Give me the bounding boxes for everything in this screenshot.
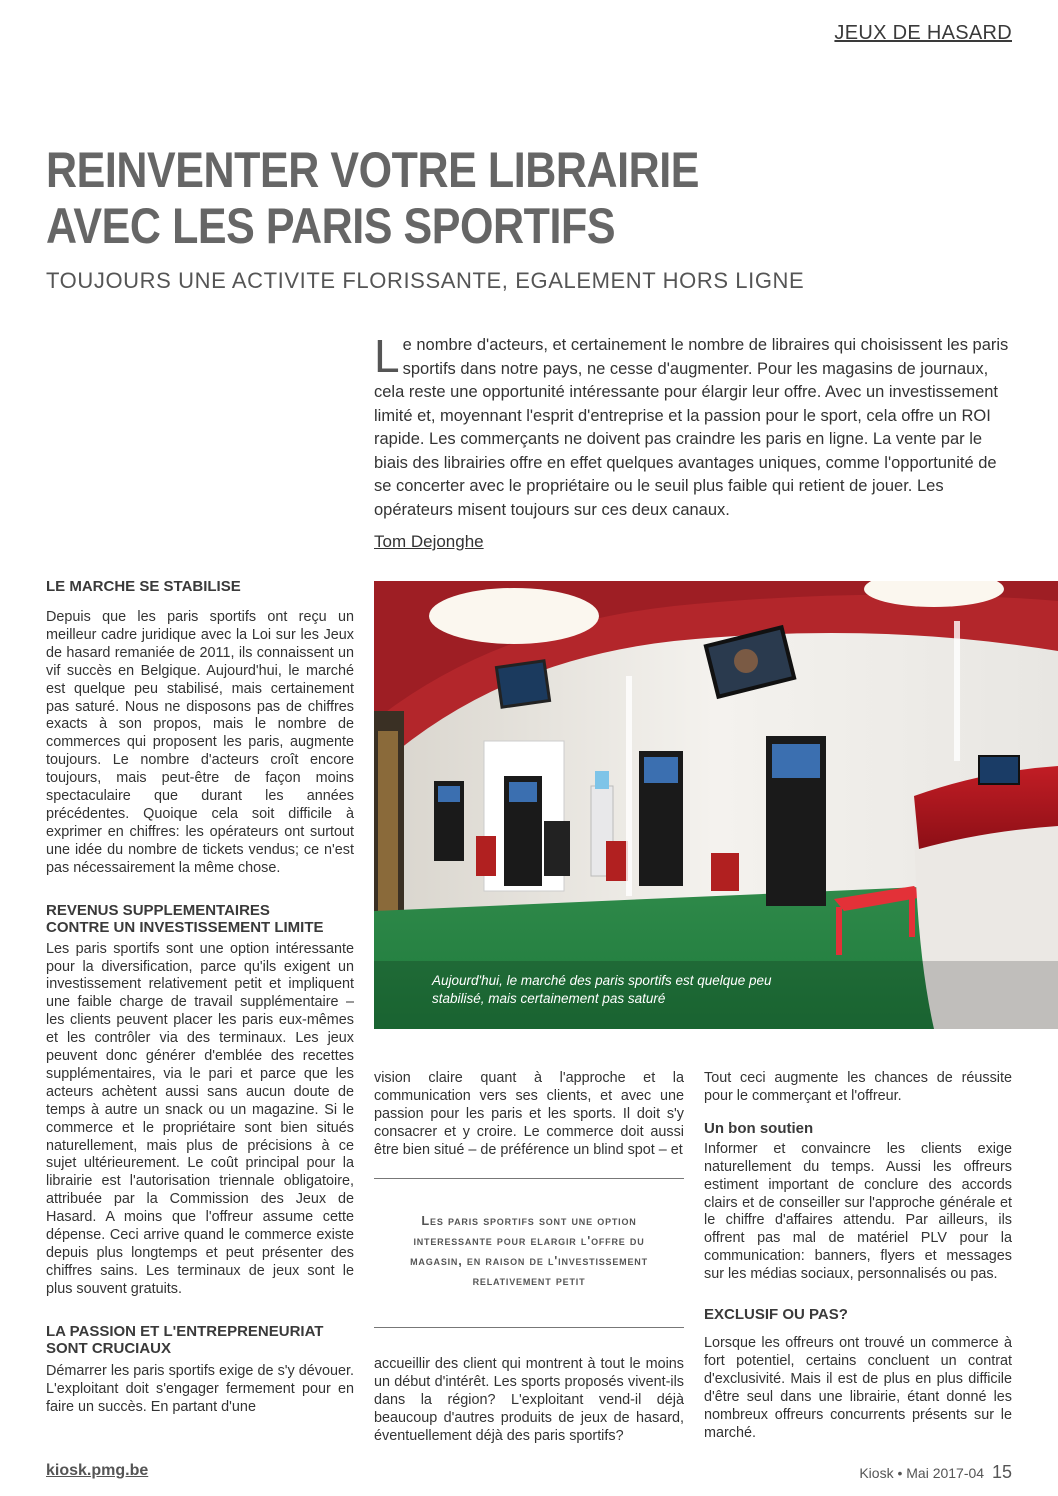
betting-shop-illustration (374, 581, 1058, 1029)
paragraph-vision: vision claire quant à l'approche et la communication vers ses clients, et avec une passion pour les paris et les sports. Il doit s'y consacrer et y croire. Le commerce doit aussi être bien situé – de préférence un blind spot – et (374, 1070, 684, 1158)
heading-passion (46, 1323, 354, 1357)
lead-text: e nombre d'acteurs, et certainement le nombre de libraires qui choisissent les paris sportifs dans notre pays, ne cesse d'augmenter. Pour les magasins de journaux, cela reste une opportunité intéressante pour élargir leur offre. Avec un investissement limité et, moyennant l'esprit d'entreprise et la passion pour le sport, cela offre un ROI rapide. Les commerçants ne doivent pas craindre les paris en ligne. La vente par le biais des librairies offre en effet quelques avantages uniques, comme l'opportunité de se concerter avec le propriétaire ou le seuil plus faible qui retient de jouer. Les opérateurs misent toujours sur ces deux canaux. (374, 336, 1009, 519)
column-2-bottom (374, 1356, 684, 1460)
issue-label: Kiosk • Mai 2017-04 (859, 1465, 985, 1481)
section-tag: JEUX DE HASARD (834, 22, 1012, 44)
heading-market: LE MARCHE SE STABILISE (46, 578, 241, 595)
article-subtitle: TOUJOURS UNE ACTIVITE FLORISSANTE, EGALEMENT HORS LIGNE (46, 268, 805, 293)
heading-passion-line-1: LA PASSION ET L'ENTREPRENEURIAT (46, 1322, 324, 1340)
footer-url-link[interactable]: kiosk.pmg.be (46, 1462, 149, 1479)
drop-cap: L (374, 330, 400, 382)
heading-revenues-line-1: REVENUS SUPPLEMENTAIRES (46, 901, 270, 919)
author-byline: Tom Dejonghe (374, 532, 484, 551)
paragraph-revenues: Les paris sportifs sont une option intéressante pour la diversification, parce qu'ils exigent un investissement relativement petit et impliquent une faible charge de travail supplémentaire – les clients peuvent placer les paris eux-mêmes et les contrôler via des terminaux. Les jeux peuvent donc générer d'emblée des recettes supplémentaires, via le pari et parce que les acteurs achètent aussi sans aucun doute de temps à autre un snack ou un magazine. Si le commerce et le propriétaire sont bien situés naturellement, mais plus de précisions à ce sujet ultérieurement. Le coût principal pour la librairie est l'autorisation triennale obligatoire, attribuée par la Commission des Jeux de Hasard. A moins que l'offreur assume cette dépense. Ceci arrive quand le commerce existe depuis plus longtemps et peut présenter des chiffres sains. Les terminaux de jeux sont le plus souvent gratuits. (46, 940, 354, 1297)
article-title (46, 142, 700, 254)
photo-caption: Aujourd'hui, le marché des paris sportifs est quelque peu stabilisé, mais certainement pas saturé (432, 973, 772, 1006)
paragraph-support: Informer et convaincre les clients exige naturellement du temps. Aussi les offreurs estiment important de conclure des accords clairs et de conseiller sur l'approche générale et le chiffre d'affaires attendu. Par ailleurs, ils offrent pas mal de matériel PLV pour la communication: banners, flyers et messages sur les médias sociaux, personnalisés ou pas. (704, 1140, 1012, 1283)
column-1 (46, 578, 354, 1430)
heading-exclusive: EXCLUSIF OU PAS? (704, 1306, 848, 1324)
article-photo (374, 581, 1058, 1029)
paragraph-chances: Tout ceci augmente les chances de réussite pour le commerçant et l'offreur. (704, 1070, 1012, 1104)
page-number: 15 (991, 1462, 1012, 1482)
paragraph-passion: Démarrer les paris sportifs exige de s'y dévouer. L'exploitant doit s'engager fermement pour en faire un succès. En partant d'une (46, 1362, 354, 1415)
title-line-2: AVEC LES PARIS SPORTIFS (46, 198, 616, 254)
heading-revenues (46, 902, 354, 936)
paragraph-market: Depuis que les paris sportifs ont reçu un meilleur cadre juridique avec la Loi sur les Jeux de hasard remaniée de 2011, ils connaissent un vif succès en Belgique. Aujourd'hui, le marché est quelque peu stabilisé, mais certainement pas saturé. Nous ne disposons pas de chiffres exacts à son propos, mais le nombre de commerces qui proposent les paris, augmente toujours. Le nombre d'acteurs croît encore toujours, mais peut-être de façon moins spectaculaire que durant les années précédentes. Quoique cela soit difficile à exprimer en chiffres: les opérateurs ont surtout une idée du nombre de tickets vendus; ce n'est pas nécessairement la même chose. (46, 609, 354, 876)
heading-support: Un bon soutien (704, 1119, 814, 1137)
title-line-1: REINVENTER VOTRE LIBRAIRIE (46, 142, 699, 198)
pull-quote (374, 1178, 684, 1328)
column-2-top (374, 1070, 684, 1174)
paragraph-exclusive: Lorsque les offreurs ont trouvé un commerce à fort potentiel, certains concluent un contrat d'exclusivité. Mais il est de plus en plus difficile d'être seul dans une librairie, étant donné les nombreux offreurs concurrents présents sur le marché. (704, 1335, 1012, 1441)
heading-revenues-line-2: CONTRE UN INVESTISSEMENT LIMITE (46, 918, 324, 936)
heading-passion-line-2: SONT CRUCIAUX (46, 1339, 172, 1357)
lead-paragraph (374, 330, 1014, 522)
pull-quote-text: Les paris sportifs sont une option interessante pour elargir l'offre du magasin, en raison de l'investissement relativement petit (410, 1213, 648, 1288)
footer-issue (859, 1462, 1012, 1483)
paragraph-clients: accueillir des client qui montrent à tout le moins un début d'intérêt. Les sports proposés vivent-ils dans la région? L'exploitant vend-il déjà beaucoup d'autres produits de jeux de hasard, éventuellement déjà des paris sportifs? (374, 1356, 684, 1444)
column-3 (704, 1070, 1012, 1457)
